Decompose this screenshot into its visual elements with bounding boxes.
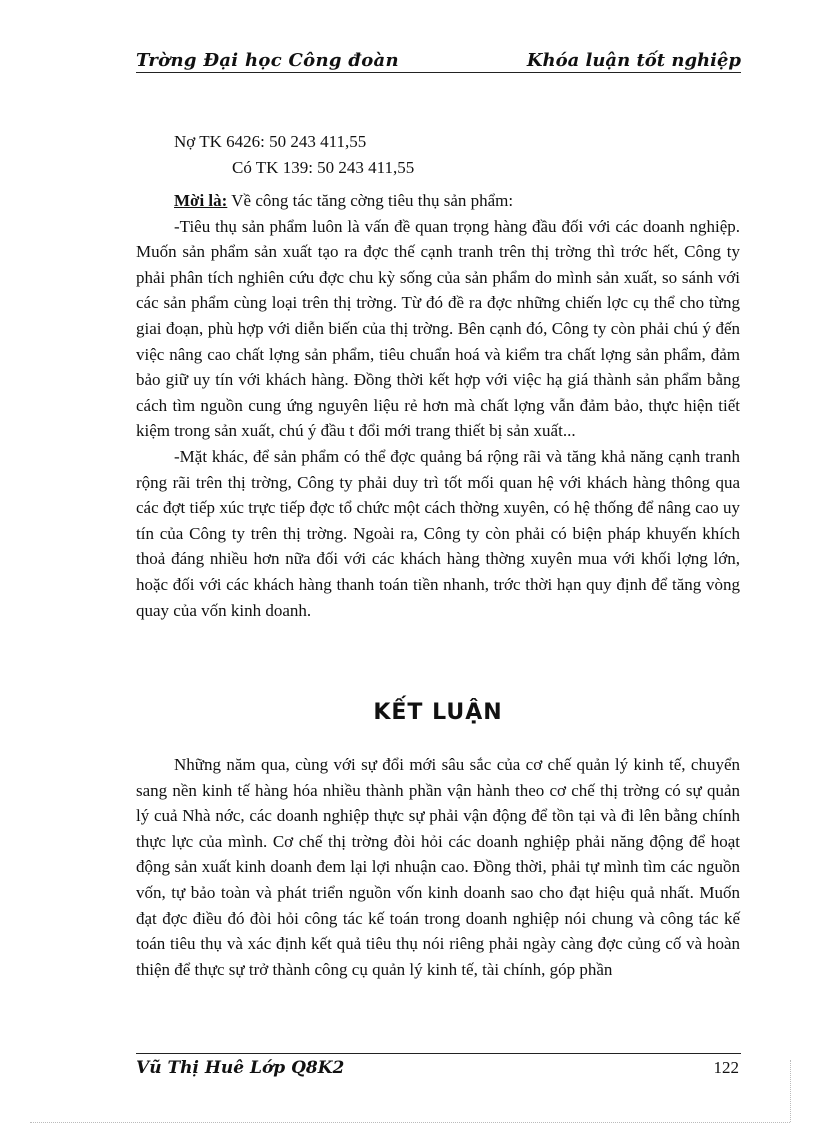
conclusion-body: [136, 752, 740, 982]
header-school: Trờng Đại học Công đoàn: [136, 50, 399, 71]
page-edge-right: [790, 1060, 791, 1122]
conclusion-title: KẾT LUẬN: [373, 700, 503, 725]
journal-debit-entry: Nợ TK 6426: 50 243 411,55: [174, 132, 367, 151]
section-label-text: Về công tác tăng cờng tiêu thụ sản phẩm:: [227, 191, 514, 210]
section-body: [136, 188, 740, 623]
footer-author: Vũ Thị Huê Lớp Q8K2: [136, 1058, 345, 1078]
section-heading-line: [136, 188, 740, 214]
conclusion-paragraph: Những năm qua, cùng với sự đổi mới sâu sắc của cơ chế quản lý kinh tế, chuyển sang nền kinh tế hàng hóa nhiều thành phần vận hành theo cơ chế thị trờng có sự quản lý cuả Nhà nớc, các doanh nghiệp thực sự phải vận động để tồn tại và đi lên bằng chính thực lực của mình. Cơ chế thị trờng đòi hỏi các doanh nghiệp phải năng động để hoạt động sản xuất kinh doanh đem lại lợi nhuận cao. Đồng thời, phải tự mình tìm các nguồn vốn, tự bảo toàn và phát triển nguồn vốn kinh doanh sao cho đạt hiệu quả nhất. Muốn đạt đợc điều đó đòi hỏi công tác kế toán trong doanh nghiệp nói chung và công tác kế toán tiêu thụ và xác định kết quả tiêu thụ nói riêng phải ngày càng đợc củng cố và hoàn thiện để thực sự trở thành công cụ quản lý kinh tế, tài chính, góp phần: [136, 755, 740, 979]
journal-credit-entry: Có TK 139: 50 243 411,55: [232, 158, 415, 177]
footer-rule: [136, 1053, 741, 1054]
page-header: [136, 46, 741, 73]
page-footer: [136, 1058, 741, 1082]
header-doc-type: Khóa luận tốt nghiệp: [526, 50, 741, 71]
section-label: Mời là:: [174, 191, 228, 210]
section-paragraph-1: -Tiêu thụ sản phẩm luôn là vấn đề quan trọng hàng đầu đối với các doanh nghiệp. Muốn sản phẩm sản xuất tạo ra đợc thế cạnh tranh trên thị trờng thì trớc hết, Công ty phải phân tích nghiên cứu đợc chu kỳ sống của sản phẩm do mình sản xuất, so sánh với các sản phẩm cùng loại trên thị trờng. Từ đó đề ra đợc những chiến lợc cụ thể cho từng giai đoạn, phù hợp với diễn biến của thị trờng. Bên cạnh đó, Công ty còn phải chú ý đến việc nâng cao chất lợng sản phẩm, tiêu chuẩn hoá và kiểm tra chất lợng sản phẩm, đảm bảo giữ uy tín với khách hàng. Đồng thời kết hợp với việc hạ giá thành sản phẩm bằng cách tìm nguồn cung ứng nguyên liệu rẻ hơn mà chất lợng vẫn đảm bảo, thực hiện tiết kiệm trong sản xuất, chú ý đầu t đổi mới trang thiết bị sản xuất...: [136, 216, 740, 441]
section-paragraph-2: -Mặt khác, để sản phẩm có thể đợc quảng bá rộng rãi và tăng khả năng cạnh tranh rộng rãi trên thị trờng, Công ty phải duy trì tốt mối quan hệ với khách hàng thông qua các đợt tiếp xúc trực tiếp đợc tổ chức một cách thờng xuyên, có hệ thống để nâng cao uy tín của Công ty trên thị trờng. Ngoài ra, Công ty còn phải có biện pháp khuyến khích thoả đáng nhiều hơn nữa đối với các khách hàng thờng xuyên mua với khối lợng lớn, hoặc đối với các khách hàng thanh toán tiền nhanh, trớc thời hạn quy định để tăng vòng quay của vốn kinh doanh.: [136, 446, 740, 620]
page-number: 122: [713, 1058, 739, 1077]
